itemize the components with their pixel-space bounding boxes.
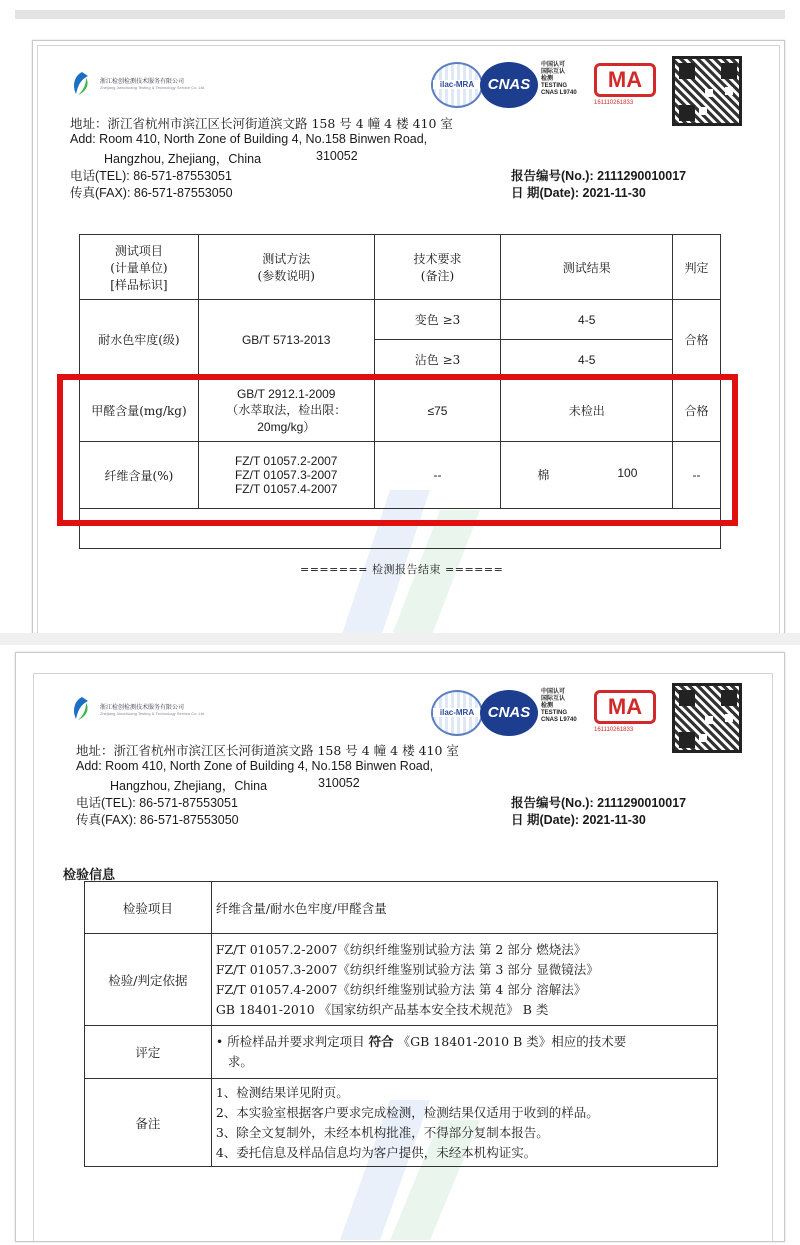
fiber-judgement: --	[673, 442, 721, 509]
header-item	[80, 235, 199, 300]
formaldehyde-method-line-3: 20mg/kg）	[257, 419, 316, 434]
report-date: 日 期(Date): 2021-11-30	[511, 186, 646, 200]
formaldehyde-judgement: 合格	[673, 380, 721, 442]
table-row	[85, 882, 718, 934]
cnas-cn-2: 国际互认	[541, 69, 566, 75]
address-en-line-1-2: Add: Room 410, North Zone of Building 4, No.158 Binwen Road,	[76, 759, 434, 773]
colorfastness-item: 耐水色牢度(级)	[80, 300, 199, 380]
header-item-line-2: (计量单位)	[110, 260, 168, 275]
header-judgement: 判定	[673, 235, 721, 300]
cnas-cn-3: 检测	[541, 703, 554, 709]
header-item-line-3: [样品标识]	[110, 277, 168, 292]
ilac-label: ilac-MRA	[433, 80, 481, 89]
eval-post: 相应的技术要	[551, 1034, 627, 1049]
basis-line-2: FZ/T 01057.3-2007《纺织纤维鉴别试验方法 第 3 部分 显微镜法》	[215, 961, 599, 977]
report-end-line: ======= 检测报告结束 ======	[300, 563, 504, 576]
colorfastness-requirement-2: 沾色 ≥3	[374, 340, 501, 380]
basis-line-4: GB 18401-2010 《国家纺织产品基本安全技术规范》 B 类	[215, 1001, 549, 1017]
inspection-basis-value	[211, 934, 717, 1026]
colorfastness-requirement-1: 变色 ≥3	[374, 300, 501, 340]
company-name-cn: 浙江检创检测技术服务有限公司	[100, 79, 185, 85]
cnas-number: CNAS L9740	[541, 90, 577, 96]
report-number-2: 报告编号(No.): 2111290010017	[511, 796, 687, 810]
cma-logo: MA	[594, 63, 656, 97]
fiber-method-line-3: FZ/T 01057.4-2007	[234, 482, 338, 496]
qr-code	[672, 56, 742, 126]
eval-line-1	[216, 1032, 713, 1052]
cnas-logo-2: CNAS	[480, 690, 538, 736]
report-number: 报告编号(No.): 2111290010017	[511, 169, 687, 183]
fiber-method-line-1: FZ/T 01057.2-2007	[234, 454, 338, 468]
fiber-item: 纤维含量(%)	[80, 442, 199, 509]
cnas-text-block	[541, 62, 577, 97]
company-logo-2	[68, 695, 94, 721]
postcode: 310052	[316, 149, 358, 163]
highlight-box	[57, 374, 738, 526]
page-separator	[0, 633, 800, 645]
cnas-cn-1: 中国认可	[541, 62, 566, 68]
cma-logo-2: MA	[594, 690, 656, 724]
formaldehyde-method-line-1: GB/T 2912.1-2009	[236, 386, 336, 401]
cnas-testing: TESTING	[541, 83, 568, 89]
report-date-2: 日 期(Date): 2021-11-30	[511, 813, 646, 827]
formaldehyde-item: 甲醛含量(mg/kg)	[80, 380, 199, 442]
cnas-cn-3: 检测	[541, 76, 554, 82]
cma-number: 161110261833	[594, 100, 634, 106]
cma-number-2: 161110261833	[594, 727, 634, 733]
inspection-remarks-label: 备注	[85, 1079, 212, 1167]
inspection-section-title: 检验信息	[63, 868, 116, 883]
eval-line-2: 求。	[227, 1054, 253, 1069]
table-row	[85, 1079, 718, 1167]
address-en-line-2: Hangzhou, Zhejiang，China	[104, 152, 262, 166]
colorfastness-result-1: 4-5	[501, 300, 673, 340]
remark-line-1: 1、检测结果详见附页。	[215, 1084, 349, 1100]
header-method-line-1: 测试方法	[262, 252, 311, 266]
cnas-logo: CNAS	[480, 62, 538, 108]
company-name-en-2: Zhejiang Jianchuang Testing & Technology Service Co.,Ltd	[100, 711, 205, 716]
eval-standard: 《GB 18401-2010 B 类》	[397, 1034, 552, 1049]
formaldehyde-method-line-2: （水萃取法，检出限：	[226, 402, 347, 417]
fiber-result-value: 100	[617, 466, 638, 480]
header-result: 测试结果	[501, 235, 673, 300]
table-row	[85, 1026, 718, 1079]
fiber-method-line-2: FZ/T 01057.3-2007	[234, 468, 338, 482]
tel-2: 电话(TEL): 86-571-87553051	[76, 796, 238, 810]
postcode-2: 310052	[318, 776, 360, 790]
results-header-row	[80, 235, 721, 300]
address-en-line-2-2: Hangzhou, Zhejiang，China	[110, 779, 268, 793]
tel: 电话(TEL): 86-571-87553051	[70, 169, 232, 183]
colorfastness-method: GB/T 5713-2013	[198, 300, 374, 380]
ilac-mra-logo	[431, 62, 483, 108]
inspection-table	[84, 881, 718, 1167]
basis-line-3: FZ/T 01057.4-2007《纺织纤维鉴别试验方法 第 4 部分 溶解法》	[215, 981, 587, 997]
inspection-basis-label: 检验/判定依据	[85, 934, 212, 1026]
header-method	[198, 235, 374, 300]
colorfastness-judgement: 合格	[673, 300, 721, 380]
eval-pre: • 所检样品并要求判定项目	[215, 1034, 365, 1049]
header-item-line-1: 测试项目	[114, 243, 163, 258]
inspection-eval-label: 评定	[85, 1026, 212, 1079]
eval-bold: 符合	[368, 1034, 394, 1049]
formaldehyde-result: 未检出	[501, 380, 673, 442]
company-logo-icon	[68, 70, 94, 96]
company-name-cn-2: 浙江检创检测技术服务有限公司	[100, 705, 185, 711]
cnas-text-block-2	[541, 689, 577, 724]
header-requirement-line-1: 技术要求	[413, 252, 462, 266]
fiber-requirement: --	[374, 442, 501, 509]
window-top-bar	[15, 10, 785, 19]
address-en-line-1: Add: Room 410, North Zone of Building 4, No.158 Binwen Road,	[70, 132, 428, 146]
inspection-eval-value	[211, 1026, 717, 1079]
remark-line-2: 2、本实验室根据客户要求完成检测，检测结果仅适用于收到的样品。	[215, 1104, 599, 1120]
inspection-item-value: 纤维含量/耐水色牢度/甲醛含量	[211, 882, 717, 934]
inspection-item-label: 检验项目	[85, 882, 212, 934]
header-requirement-line-2: (备注)	[420, 269, 455, 283]
company-name-en: Zhejiang Jianchuang Testing & Technology Service Co.,Ltd	[100, 85, 205, 90]
cnas-testing: TESTING	[541, 710, 568, 716]
fax-2: 传真(FAX): 86-571-87553050	[76, 813, 239, 827]
cnas-cn-1: 中国认可	[541, 689, 566, 695]
remark-line-3: 3、除全文复制外，未经本机构批准，不得部分复制本报告。	[215, 1124, 549, 1140]
inspection-remarks-value	[211, 1079, 717, 1167]
qr-code-2	[672, 683, 742, 753]
ilac-mra-logo-2	[431, 690, 483, 736]
formaldehyde-requirement: ≤75	[374, 380, 501, 442]
remark-line-4: 4、委托信息及样品信息均为客户提供，未经本机构证实。	[215, 1144, 537, 1160]
table-row	[85, 934, 718, 1026]
address-cn-2: 地址：浙江省杭州市滨江区长河街道滨文路 158 号 4 幢 4 楼 410 室	[76, 743, 459, 758]
company-logo	[68, 70, 94, 96]
header-requirement	[374, 235, 501, 300]
colorfastness-result-2: 4-5	[501, 340, 673, 380]
address-cn: 地址：浙江省杭州市滨江区长河街道滨文路 158 号 4 幢 4 楼 410 室	[70, 116, 453, 131]
fax: 传真(FAX): 86-571-87553050	[70, 186, 233, 200]
header-method-line-2: (参数说明)	[257, 269, 315, 283]
table-row	[80, 300, 721, 340]
fiber-result-name: 棉	[537, 468, 550, 482]
company-logo-icon	[68, 695, 94, 721]
basis-line-1: FZ/T 01057.2-2007《纺织纤维鉴别试验方法 第 2 部分 燃烧法》	[215, 941, 587, 957]
cnas-cn-2: 国际互认	[541, 696, 566, 702]
cnas-number: CNAS L9740	[541, 717, 577, 723]
ilac-label-2: ilac-MRA	[433, 708, 481, 717]
